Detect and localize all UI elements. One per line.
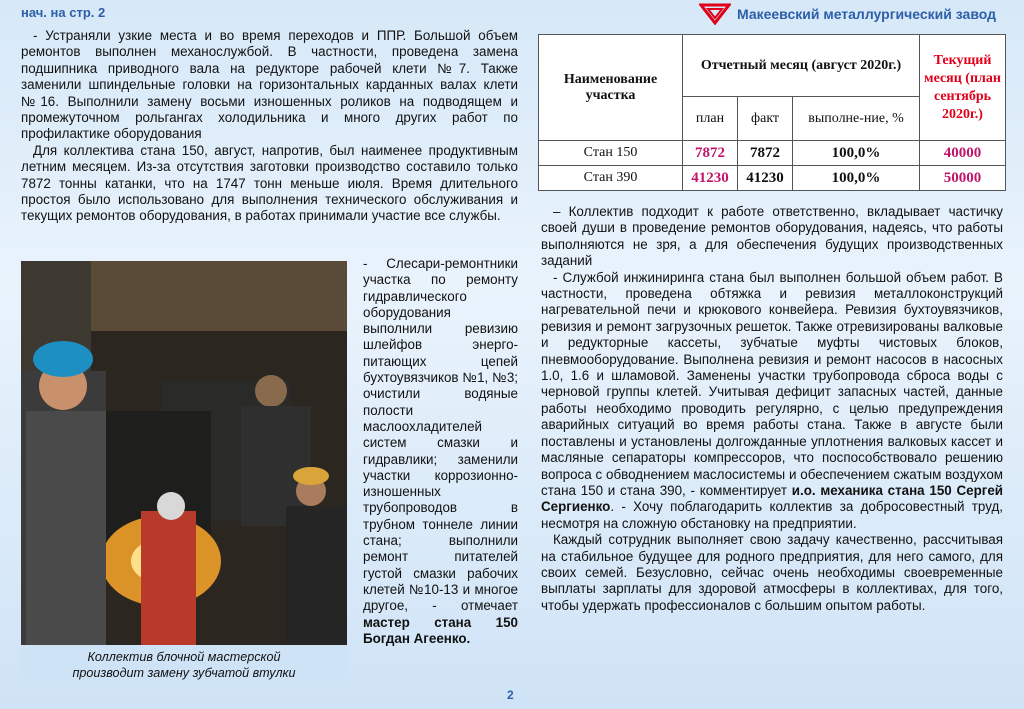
right-text: - Службой инжиниринга стана был выполнен большой объем работ. В частности, проведена обтяжка и ревизия металлоконструкций нагревательной печи и крюкового конвейера. Ревизия бухтоувязчиков, ревизия и ремонт загрузочных решеток. Также отревизированы валковые и редукторные кассеты, зубчатые муфты чистовых блоков, пневмооборудование. Выполнена ревизия и ремонт насосов в насосных 1.0, 1.6 и шламовой. Заменены участки трубопровода сброса воды с черновой группы клетей. Учитывая дефицит запасных частей, данные работы необходимо проводить регулярно, с целью предупреждения аварийных ситуаций во время работы стана. Также в августе были поставлены и установлены долгожданные уплотнения валковых кассет и масляные сепараторы компрессоров, что поспособствовало решению вопроса с обводнением маслосистемы и обеспечением сжатым воздухом стана 150 и стана 390, - комментирует: [541, 269, 1003, 498]
middle-column: [363, 256, 518, 647]
row-pct: 100,0%: [793, 141, 920, 166]
right-paragraph: [541, 270, 1003, 533]
header-period: Отчетный месяц (август 2020г.): [683, 35, 920, 97]
row-pct: 100,0%: [793, 166, 920, 191]
row-plan: 41230: [683, 166, 738, 191]
right-paragraph: Каждый сотрудник выполняет свою задачу качественно, рассчитывая на стабильное будущее для родного предприятия, для него самого, для своих семей. Безусловно, сейчас очень необходимы своевременные выплаты зарплаты для здоровой атмосферы в коллективах, для того, чтобы удержать профессионалов с большим опытом работы.: [541, 532, 1003, 613]
row-name: Стан 150: [539, 141, 683, 166]
workshop-photo-image: [21, 261, 347, 647]
middle-text: - Слесари-ремонтники участка по ремонту гидравлического оборудования выполнили ревизию шлейфов энерго-питающих цепей бухтоувязчиков №1, №3; очистили водяные полости маслоохладителей систем смазки и гидравлики; заменили участки коррозионно-изношенных трубопроводов в трубном тоннеле линии стана; выполнили ремонт питателей густой смазки рабочих клетей №10-13 и многое другое, - отмечает: [363, 256, 518, 614]
table-row: [539, 166, 1006, 191]
row-fact: 7872: [738, 141, 793, 166]
brand: [699, 3, 996, 25]
right-column: [541, 204, 1003, 614]
production-table: [538, 34, 1006, 191]
left-paragraph: - Устраняли узкие места и во время переходов и ППР. Большой объем ремонтов выполнен механослужбой. В частности, проведена замена подшипника приводного вала на редукторе рабочей клети №7. Также заменили шпиндельные головки на горизонтальных карданных валах клети №16. Выполнили замену восьми изношенных роликов на подводящем и промежуточном рольгангах холодильника и много других работ по профилактике оборудования: [21, 28, 518, 142]
row-current: 40000: [920, 141, 1006, 166]
brand-logo-icon: [699, 3, 731, 25]
page-number: 2: [507, 688, 514, 702]
photo-caption-line1: Коллектив блочной мастерской: [87, 650, 281, 664]
header-fact: факт: [738, 97, 793, 141]
left-column: [21, 28, 518, 225]
brand-name: Макеевский металлургический завод: [736, 6, 996, 22]
right-author: и.о. механика стана 150 Сергей Сергиенко: [541, 482, 1004, 515]
right-text-end: . - Хочу поблагодарить коллектив за добросовестный труд, несмотря на сложную обстановку на предприятии.: [541, 499, 1003, 531]
photo-caption-line2: производит замену зубчатой втулки: [72, 666, 296, 680]
right-paragraph: – Коллектив подходит к работе ответственно, вкладывает частичку своей души в проведение ремонтов оборудования, надеясь, что работы выполняются не зря, а для обеспечения будущих производственных заданий: [541, 204, 1003, 269]
middle-author: мастер стана 150 Богдан Агеенко.: [363, 614, 518, 646]
row-plan: 7872: [683, 141, 738, 166]
header-pct: выполне-ние, %: [793, 97, 920, 141]
header-plan: план: [683, 97, 738, 141]
header-name: Наименование участка: [539, 35, 683, 141]
row-fact: 41230: [738, 166, 793, 191]
row-name: Стан 390: [539, 166, 683, 191]
continued-from-link[interactable]: нач. на стр. 2: [21, 5, 106, 20]
photo-caption: [21, 645, 347, 685]
workshop-photo: [21, 261, 347, 685]
header-current: Текущий месяц (план сентябрь 2020г.): [920, 35, 1006, 141]
row-current: 50000: [920, 166, 1006, 191]
table-row: [539, 141, 1006, 166]
left-paragraph: Для коллектива стана 150, август, напротив, был наименее продуктивным летним месяцем. Из-за отсутствия заготовки производство составило только 7872 тонны катанки, что на 1747 тонн меньше июля. Время длительного простоя было использовано для выполнения технического обслуживания и текущих ремонтов оборудования, в работах принимали участие все службы.: [21, 142, 518, 224]
